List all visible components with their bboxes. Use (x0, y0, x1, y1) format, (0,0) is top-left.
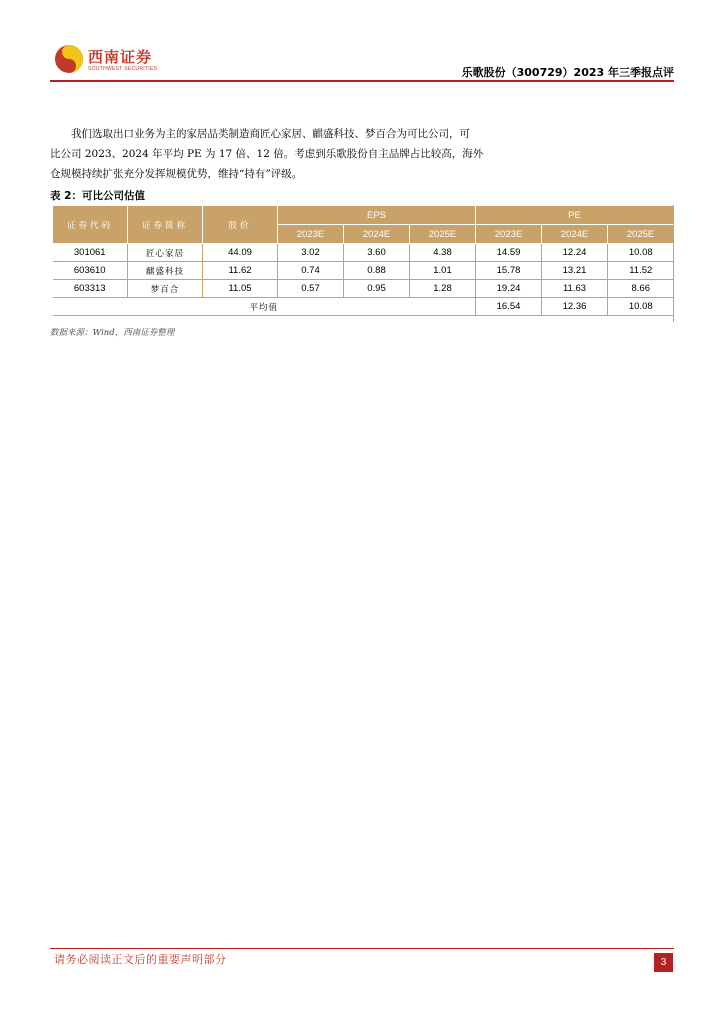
cell-eps: 1.28 (410, 280, 476, 298)
cell-average-pe: 10.08 (608, 298, 674, 316)
cell-pe: 10.08 (608, 244, 674, 262)
cell-code: 603313 (53, 280, 128, 298)
cell-pe: 11.63 (542, 280, 608, 298)
cell-eps: 0.95 (344, 280, 410, 298)
footer-divider (50, 948, 674, 949)
cell-average-pe: 16.54 (476, 298, 542, 316)
table-row (53, 280, 674, 298)
logo-subtext: SOUTHWEST SECURITIES (88, 66, 158, 72)
header-pe-year: 2023E (476, 225, 542, 244)
cell-pe: 11.52 (608, 262, 674, 280)
comparable-valuation-table (52, 205, 674, 316)
cell-pe: 8.66 (608, 280, 674, 298)
cell-name: 梦百合 (128, 280, 203, 298)
cell-eps: 3.60 (344, 244, 410, 262)
cell-eps: 0.88 (344, 262, 410, 280)
cell-pe: 14.59 (476, 244, 542, 262)
header-pe-year: 2025E (608, 225, 674, 244)
logo-text: 西南证券 (88, 48, 153, 66)
table-row (53, 244, 674, 262)
cell-price: 44.09 (203, 244, 278, 262)
cell-pe: 12.24 (542, 244, 608, 262)
report-title: 乐歌股份（300729）2023 年三季报点评 (461, 66, 674, 79)
header-eps-year: 2025E (410, 225, 476, 244)
footer-disclaimer: 请务必阅读正文后的重要声明部分 (54, 953, 227, 966)
cell-average-label: 平均值 (53, 298, 476, 316)
header-code: 证券代码 (53, 206, 128, 244)
table-row (53, 262, 674, 280)
header-eps-year: 2024E (344, 225, 410, 244)
paragraph-line: 我们选取出口业务为主的家居品类制造商匠心家居、麒盛科技、梦百合为可比公司，可 (71, 128, 470, 140)
cell-eps: 1.01 (410, 262, 476, 280)
header-price: 股价 (203, 206, 278, 244)
page-number: 3 (654, 953, 673, 972)
average-row (53, 298, 674, 316)
header-eps-year: 2023E (278, 225, 344, 244)
data-source: 数据来源：Wind，西南证券整理 (50, 328, 175, 338)
cell-price: 11.05 (203, 280, 278, 298)
cell-eps: 4.38 (410, 244, 476, 262)
company-logo-icon (54, 44, 84, 74)
cell-pe: 19.24 (476, 280, 542, 298)
paragraph-line: 比公司 2023、2024 年平均 PE 为 17 倍、12 倍。考虑到乐歌股份自主品牌占比较高，海外 (50, 148, 484, 160)
cell-code: 301061 (53, 244, 128, 262)
valuation-paragraph (50, 124, 550, 184)
header-name: 证券简称 (128, 206, 203, 244)
cell-eps: 0.57 (278, 280, 344, 298)
cell-eps: 0.74 (278, 262, 344, 280)
cell-name: 麒盛科技 (128, 262, 203, 280)
cell-eps: 3.02 (278, 244, 344, 262)
paragraph-line: 仓规模持续扩张充分发挥规模优势，维持“持有”评级。 (50, 168, 303, 180)
cell-average-pe: 12.36 (542, 298, 608, 316)
cell-pe: 15.78 (476, 262, 542, 280)
header-pe: PE (476, 206, 674, 225)
header-pe-year: 2024E (542, 225, 608, 244)
header-divider (50, 80, 674, 82)
cell-price: 11.62 (203, 262, 278, 280)
table-title: 表 2：可比公司估值 (50, 190, 145, 202)
header-eps: EPS (278, 206, 476, 225)
cell-pe: 13.21 (542, 262, 608, 280)
page-header (0, 0, 724, 84)
cell-code: 603610 (53, 262, 128, 280)
cell-name: 匠心家居 (128, 244, 203, 262)
